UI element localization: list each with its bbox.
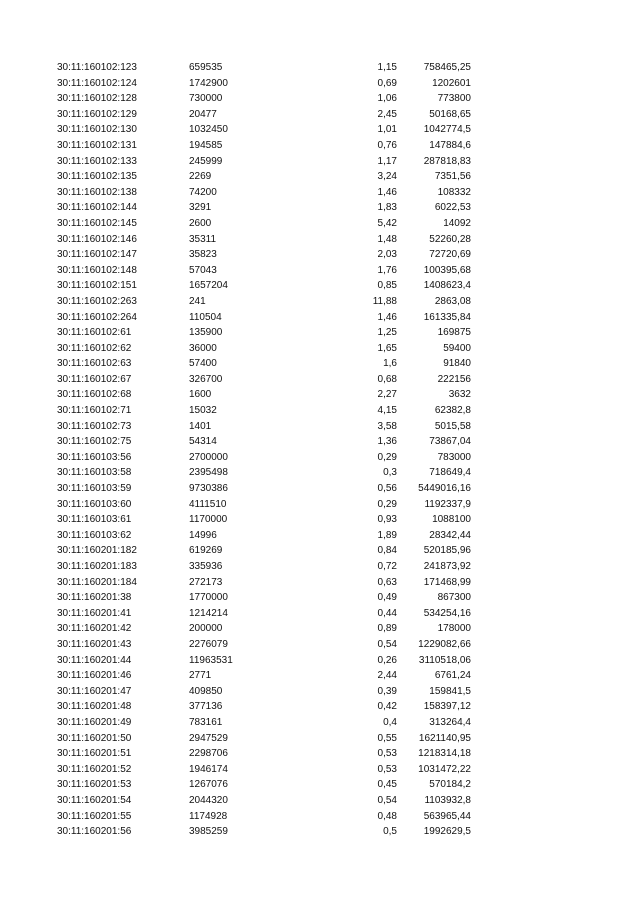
cadastral-number-cell: 30:11:160103:56 xyxy=(57,451,132,463)
cadastral-number-cell: 30:11:160102:73 xyxy=(57,420,132,432)
rate-value-cell: 0,76 xyxy=(377,139,397,151)
cadastral-number-cell: 30:11:160102:62 xyxy=(57,342,132,354)
rate-value-cell: 0,53 xyxy=(377,748,397,760)
total-value-cell: 1103932,8 xyxy=(424,794,471,806)
table-row xyxy=(57,559,471,575)
area-value-cell: 377136 xyxy=(189,701,223,713)
cadastral-number-cell: 30:11:160201:56 xyxy=(57,826,132,838)
area-value-cell: 9730386 xyxy=(189,483,228,495)
total-value-cell: 161335,84 xyxy=(423,311,471,323)
rate-value-cell: 2,27 xyxy=(377,389,397,401)
area-value-cell: 20477 xyxy=(189,108,217,120)
area-value-cell: 54314 xyxy=(189,436,217,448)
table-row xyxy=(57,122,471,138)
total-value-cell: 178000 xyxy=(437,623,471,635)
area-value-cell: 409850 xyxy=(189,685,223,697)
rate-value-cell: 1,46 xyxy=(377,186,397,198)
cadastral-number-cell: 30:11:160201:43 xyxy=(57,638,132,650)
total-value-cell: 1192337,9 xyxy=(424,498,471,510)
area-value-cell: 619269 xyxy=(189,545,223,557)
table-row xyxy=(57,294,471,310)
rate-value-cell: 2,44 xyxy=(377,670,397,682)
cadastral-number-cell: 30:11:160102:147 xyxy=(57,249,137,261)
rate-value-cell: 1,36 xyxy=(377,436,397,448)
table-row xyxy=(57,746,471,762)
cadastral-number-cell: 30:11:160102:133 xyxy=(57,155,137,167)
table-row xyxy=(57,481,471,497)
table-row xyxy=(57,91,471,107)
area-value-cell: 1742900 xyxy=(189,77,228,89)
cadastral-number-cell: 30:11:160201:55 xyxy=(57,810,132,822)
table-row xyxy=(57,419,471,435)
cadastral-number-cell: 30:11:160201:50 xyxy=(57,732,132,744)
table-row xyxy=(57,232,471,248)
cadastral-number-cell: 30:11:160201:184 xyxy=(57,576,137,588)
total-value-cell: 62382,8 xyxy=(434,405,471,417)
rate-value-cell: 3,24 xyxy=(377,171,397,183)
rate-value-cell: 1,83 xyxy=(377,202,397,214)
total-value-cell: 1229082,66 xyxy=(418,638,471,650)
table-row xyxy=(57,606,471,622)
table-row xyxy=(57,310,471,326)
area-value-cell: 57400 xyxy=(189,358,217,370)
total-value-cell: 14092 xyxy=(443,217,471,229)
table-row xyxy=(57,684,471,700)
rate-value-cell: 1,48 xyxy=(377,233,397,245)
table-row xyxy=(57,387,471,403)
table-row xyxy=(57,715,471,731)
total-value-cell: 534254,16 xyxy=(423,607,471,619)
area-value-cell: 135900 xyxy=(189,327,223,339)
total-value-cell: 1031472,22 xyxy=(418,763,471,775)
total-value-cell: 718649,4 xyxy=(429,467,471,479)
table-row xyxy=(57,621,471,637)
total-value-cell: 73867,04 xyxy=(429,436,471,448)
table-row xyxy=(57,434,471,450)
total-value-cell: 100395,68 xyxy=(423,264,471,276)
area-value-cell: 1170000 xyxy=(189,514,228,526)
rate-value-cell: 1,15 xyxy=(377,62,397,73)
rate-value-cell: 0,48 xyxy=(377,810,397,822)
area-value-cell: 14996 xyxy=(189,529,217,541)
table-row xyxy=(57,138,471,154)
rate-value-cell: 0,69 xyxy=(377,77,397,89)
area-value-cell: 4111510 xyxy=(189,498,227,510)
total-value-cell: 1088100 xyxy=(432,514,471,526)
area-value-cell: 200000 xyxy=(189,623,223,635)
total-value-cell: 758465,25 xyxy=(423,62,471,73)
rate-value-cell: 0,39 xyxy=(377,685,397,697)
area-value-cell: 57043 xyxy=(189,264,217,276)
area-value-cell: 3985259 xyxy=(189,826,228,838)
total-value-cell: 222156 xyxy=(437,373,471,385)
table-row xyxy=(57,169,471,185)
rate-value-cell: 0,68 xyxy=(377,373,397,385)
rate-value-cell: 0,29 xyxy=(377,498,397,510)
total-value-cell: 108332 xyxy=(437,186,471,198)
rate-value-cell: 0,44 xyxy=(377,607,397,619)
rate-value-cell: 0,55 xyxy=(377,732,397,744)
area-value-cell: 1946174 xyxy=(189,763,228,775)
spreadsheet-page xyxy=(0,60,640,840)
rate-value-cell: 4,15 xyxy=(377,405,397,417)
cadastral-number-cell: 30:11:160103:62 xyxy=(57,529,132,541)
cadastral-number-cell: 30:11:160201:38 xyxy=(57,592,132,604)
total-value-cell: 7351,56 xyxy=(434,171,471,183)
area-value-cell: 74200 xyxy=(189,186,217,198)
area-value-cell: 35311 xyxy=(189,233,217,245)
area-value-cell: 2298706 xyxy=(189,748,228,760)
area-value-cell: 659535 xyxy=(189,62,223,73)
cadastral-number-cell: 30:11:160102:146 xyxy=(57,233,137,245)
cadastral-number-cell: 30:11:160102:124 xyxy=(57,77,137,89)
total-value-cell: 783000 xyxy=(437,451,471,463)
area-value-cell: 2044320 xyxy=(189,794,228,806)
area-value-cell: 2771 xyxy=(189,670,212,682)
table-row xyxy=(57,824,471,840)
total-value-cell: 50168,65 xyxy=(429,108,471,120)
cadastral-number-cell: 30:11:160103:61 xyxy=(57,514,132,526)
area-value-cell: 1032450 xyxy=(189,124,228,136)
cadastral-number-cell: 30:11:160103:60 xyxy=(57,498,132,510)
total-value-cell: 159841,5 xyxy=(429,685,471,697)
rate-value-cell: 1,65 xyxy=(377,342,397,354)
total-value-cell: 52260,28 xyxy=(429,233,471,245)
cadastral-number-cell: 30:11:160201:53 xyxy=(57,779,132,791)
total-value-cell: 1408623,4 xyxy=(423,280,471,292)
table-row xyxy=(57,185,471,201)
total-value-cell: 169875 xyxy=(437,327,471,339)
rate-value-cell: 1,17 xyxy=(377,155,397,167)
area-value-cell: 1770000 xyxy=(189,592,228,604)
total-value-cell: 158397,12 xyxy=(423,701,471,713)
total-value-cell: 773800 xyxy=(437,93,471,105)
cadastral-number-cell: 30:11:160201:42 xyxy=(57,623,132,635)
rate-value-cell: 0,45 xyxy=(377,779,397,791)
area-value-cell: 245999 xyxy=(189,155,223,167)
table-row xyxy=(57,372,471,388)
rate-value-cell: 1,25 xyxy=(377,327,397,339)
cadastral-number-cell: 30:11:160102:264 xyxy=(57,311,137,323)
table-row xyxy=(57,278,471,294)
area-value-cell: 272173 xyxy=(189,576,223,588)
total-value-cell: 91840 xyxy=(443,358,471,370)
rate-value-cell: 0,54 xyxy=(377,794,397,806)
total-value-cell: 1621140,95 xyxy=(418,732,471,744)
rate-value-cell: 0,85 xyxy=(377,280,397,292)
cadastral-number-cell: 30:11:160102:71 xyxy=(57,405,132,417)
rate-value-cell: 0,72 xyxy=(377,561,397,572)
data-table xyxy=(57,60,471,840)
cadastral-number-cell: 30:11:160201:46 xyxy=(57,670,132,682)
rate-value-cell: 0,56 xyxy=(377,483,397,495)
table-row xyxy=(57,653,471,669)
rate-value-cell: 3,58 xyxy=(377,420,397,432)
cadastral-number-cell: 30:11:160102:263 xyxy=(57,295,137,307)
cadastral-number-cell: 30:11:160102:135 xyxy=(57,171,137,183)
area-value-cell: 2600 xyxy=(189,217,212,229)
area-value-cell: 2276079 xyxy=(189,638,228,650)
table-row xyxy=(57,403,471,419)
total-value-cell: 2863,08 xyxy=(434,295,471,307)
rate-value-cell: 2,03 xyxy=(377,249,397,261)
area-value-cell: 730000 xyxy=(189,93,223,105)
table-row xyxy=(57,200,471,216)
rate-value-cell: 1,6 xyxy=(383,358,397,370)
table-body xyxy=(57,60,471,840)
table-row xyxy=(57,497,471,513)
cadastral-number-cell: 30:11:160201:48 xyxy=(57,701,132,713)
table-row xyxy=(57,543,471,559)
rate-value-cell: 5,42 xyxy=(377,217,397,229)
cadastral-number-cell: 30:11:160201:51 xyxy=(57,748,132,760)
table-row xyxy=(57,668,471,684)
rate-value-cell: 0,3 xyxy=(383,467,397,479)
cadastral-number-cell: 30:11:160201:49 xyxy=(57,716,132,728)
rate-value-cell: 1,46 xyxy=(377,311,397,323)
table-row xyxy=(57,777,471,793)
rate-value-cell: 0,54 xyxy=(377,638,397,650)
table-row xyxy=(57,590,471,606)
table-row xyxy=(57,341,471,357)
table-row xyxy=(57,356,471,372)
cadastral-number-cell: 30:11:160102:63 xyxy=(57,358,132,370)
total-value-cell: 1992629,5 xyxy=(423,826,471,838)
table-row xyxy=(57,512,471,528)
rate-value-cell: 1,89 xyxy=(377,529,397,541)
cadastral-number-cell: 30:11:160102:123 xyxy=(57,62,137,73)
rate-value-cell: 0,63 xyxy=(377,576,397,588)
rate-value-cell: 0,84 xyxy=(377,545,397,557)
table-row xyxy=(57,107,471,123)
cadastral-number-cell: 30:11:160102:128 xyxy=(57,93,137,105)
area-value-cell: 326700 xyxy=(189,373,223,385)
area-value-cell: 1401 xyxy=(189,420,212,432)
table-row xyxy=(57,450,471,466)
area-value-cell: 335936 xyxy=(189,561,223,572)
rate-value-cell: 11,88 xyxy=(372,295,397,307)
rate-value-cell: 0,4 xyxy=(383,716,397,728)
area-value-cell: 15032 xyxy=(189,405,217,417)
table-row xyxy=(57,809,471,825)
table-row xyxy=(57,731,471,747)
table-row xyxy=(57,216,471,232)
total-value-cell: 313264,4 xyxy=(429,716,471,728)
rate-value-cell: 0,89 xyxy=(377,623,397,635)
total-value-cell: 6022,53 xyxy=(434,202,471,214)
table-row xyxy=(57,154,471,170)
cadastral-number-cell: 30:11:160102:61 xyxy=(57,327,132,339)
area-value-cell: 1657204 xyxy=(189,280,228,292)
rate-value-cell: 0,5 xyxy=(383,826,397,838)
total-value-cell: 1202601 xyxy=(432,77,471,89)
area-value-cell: 2269 xyxy=(189,171,212,183)
area-value-cell: 2395498 xyxy=(189,467,228,479)
area-value-cell: 783161 xyxy=(189,716,223,728)
table-row xyxy=(57,762,471,778)
table-row xyxy=(57,465,471,481)
total-value-cell: 563965,44 xyxy=(423,810,471,822)
area-value-cell: 110504 xyxy=(189,311,222,323)
table-row xyxy=(57,247,471,263)
rate-value-cell: 1,01 xyxy=(377,124,397,136)
table-row xyxy=(57,575,471,591)
rate-value-cell: 1,76 xyxy=(377,264,397,276)
cadastral-number-cell: 30:11:160201:41 xyxy=(57,607,132,619)
table-row xyxy=(57,325,471,341)
rate-value-cell: 1,06 xyxy=(377,93,397,105)
table-row xyxy=(57,528,471,544)
total-value-cell: 6761,24 xyxy=(434,670,471,682)
area-value-cell: 1600 xyxy=(189,389,212,401)
total-value-cell: 28342,44 xyxy=(429,529,471,541)
table-row xyxy=(57,60,471,76)
table-row xyxy=(57,793,471,809)
area-value-cell: 2700000 xyxy=(189,451,228,463)
table-row xyxy=(57,637,471,653)
total-value-cell: 5015,58 xyxy=(434,420,471,432)
total-value-cell: 287818,83 xyxy=(423,155,471,167)
area-value-cell: 36000 xyxy=(189,342,217,354)
cadastral-number-cell: 30:11:160102:68 xyxy=(57,389,132,401)
area-value-cell: 11963531 xyxy=(189,654,233,666)
cadastral-number-cell: 30:11:160102:129 xyxy=(57,108,137,120)
table-row xyxy=(57,699,471,715)
total-value-cell: 1218314,18 xyxy=(418,748,471,760)
area-value-cell: 241 xyxy=(189,295,206,307)
cadastral-number-cell: 30:11:160201:182 xyxy=(57,545,137,557)
cadastral-number-cell: 30:11:160102:131 xyxy=(57,139,137,151)
cadastral-number-cell: 30:11:160103:59 xyxy=(57,483,132,495)
cadastral-number-cell: 30:11:160102:130 xyxy=(57,124,137,136)
rate-value-cell: 2,45 xyxy=(377,108,397,120)
total-value-cell: 59400 xyxy=(443,342,471,354)
total-value-cell: 147884,6 xyxy=(429,139,471,151)
area-value-cell: 194585 xyxy=(189,139,223,151)
cadastral-number-cell: 30:11:160102:75 xyxy=(57,436,132,448)
total-value-cell: 171468,99 xyxy=(423,576,471,588)
cadastral-number-cell: 30:11:160103:58 xyxy=(57,467,132,479)
area-value-cell: 35823 xyxy=(189,249,217,261)
cadastral-number-cell: 30:11:160201:52 xyxy=(57,763,132,775)
rate-value-cell: 0,29 xyxy=(377,451,397,463)
table-row xyxy=(57,263,471,279)
table-row xyxy=(57,76,471,92)
cadastral-number-cell: 30:11:160201:54 xyxy=(57,794,132,806)
total-value-cell: 570184,2 xyxy=(429,779,471,791)
rate-value-cell: 0,42 xyxy=(377,701,397,713)
cadastral-number-cell: 30:11:160102:144 xyxy=(57,202,137,214)
total-value-cell: 3632 xyxy=(448,389,471,401)
area-value-cell: 1174928 xyxy=(189,810,228,822)
cadastral-number-cell: 30:11:160102:151 xyxy=(57,280,137,292)
cadastral-number-cell: 30:11:160201:47 xyxy=(57,685,132,697)
total-value-cell: 867300 xyxy=(437,592,471,604)
area-value-cell: 3291 xyxy=(189,202,212,214)
rate-value-cell: 0,53 xyxy=(377,763,397,775)
cadastral-number-cell: 30:11:160102:145 xyxy=(57,217,137,229)
total-value-cell: 72720,69 xyxy=(429,249,471,261)
rate-value-cell: 0,26 xyxy=(377,654,397,666)
rate-value-cell: 0,49 xyxy=(377,592,397,604)
area-value-cell: 1214214 xyxy=(189,607,228,619)
cadastral-number-cell: 30:11:160102:67 xyxy=(57,373,132,385)
total-value-cell: 5449016,16 xyxy=(418,483,471,495)
total-value-cell: 1042774,5 xyxy=(423,124,471,136)
cadastral-number-cell: 30:11:160201:183 xyxy=(57,561,137,572)
rate-value-cell: 0,93 xyxy=(377,514,397,526)
cadastral-number-cell: 30:11:160102:138 xyxy=(57,186,137,198)
cadastral-number-cell: 30:11:160102:148 xyxy=(57,264,137,276)
total-value-cell: 3110518,06 xyxy=(418,654,471,666)
area-value-cell: 2947529 xyxy=(189,732,228,744)
cadastral-number-cell: 30:11:160201:44 xyxy=(57,654,132,666)
area-value-cell: 1267076 xyxy=(189,779,228,791)
total-value-cell: 241873,92 xyxy=(423,561,471,572)
total-value-cell: 520185,96 xyxy=(423,545,471,557)
